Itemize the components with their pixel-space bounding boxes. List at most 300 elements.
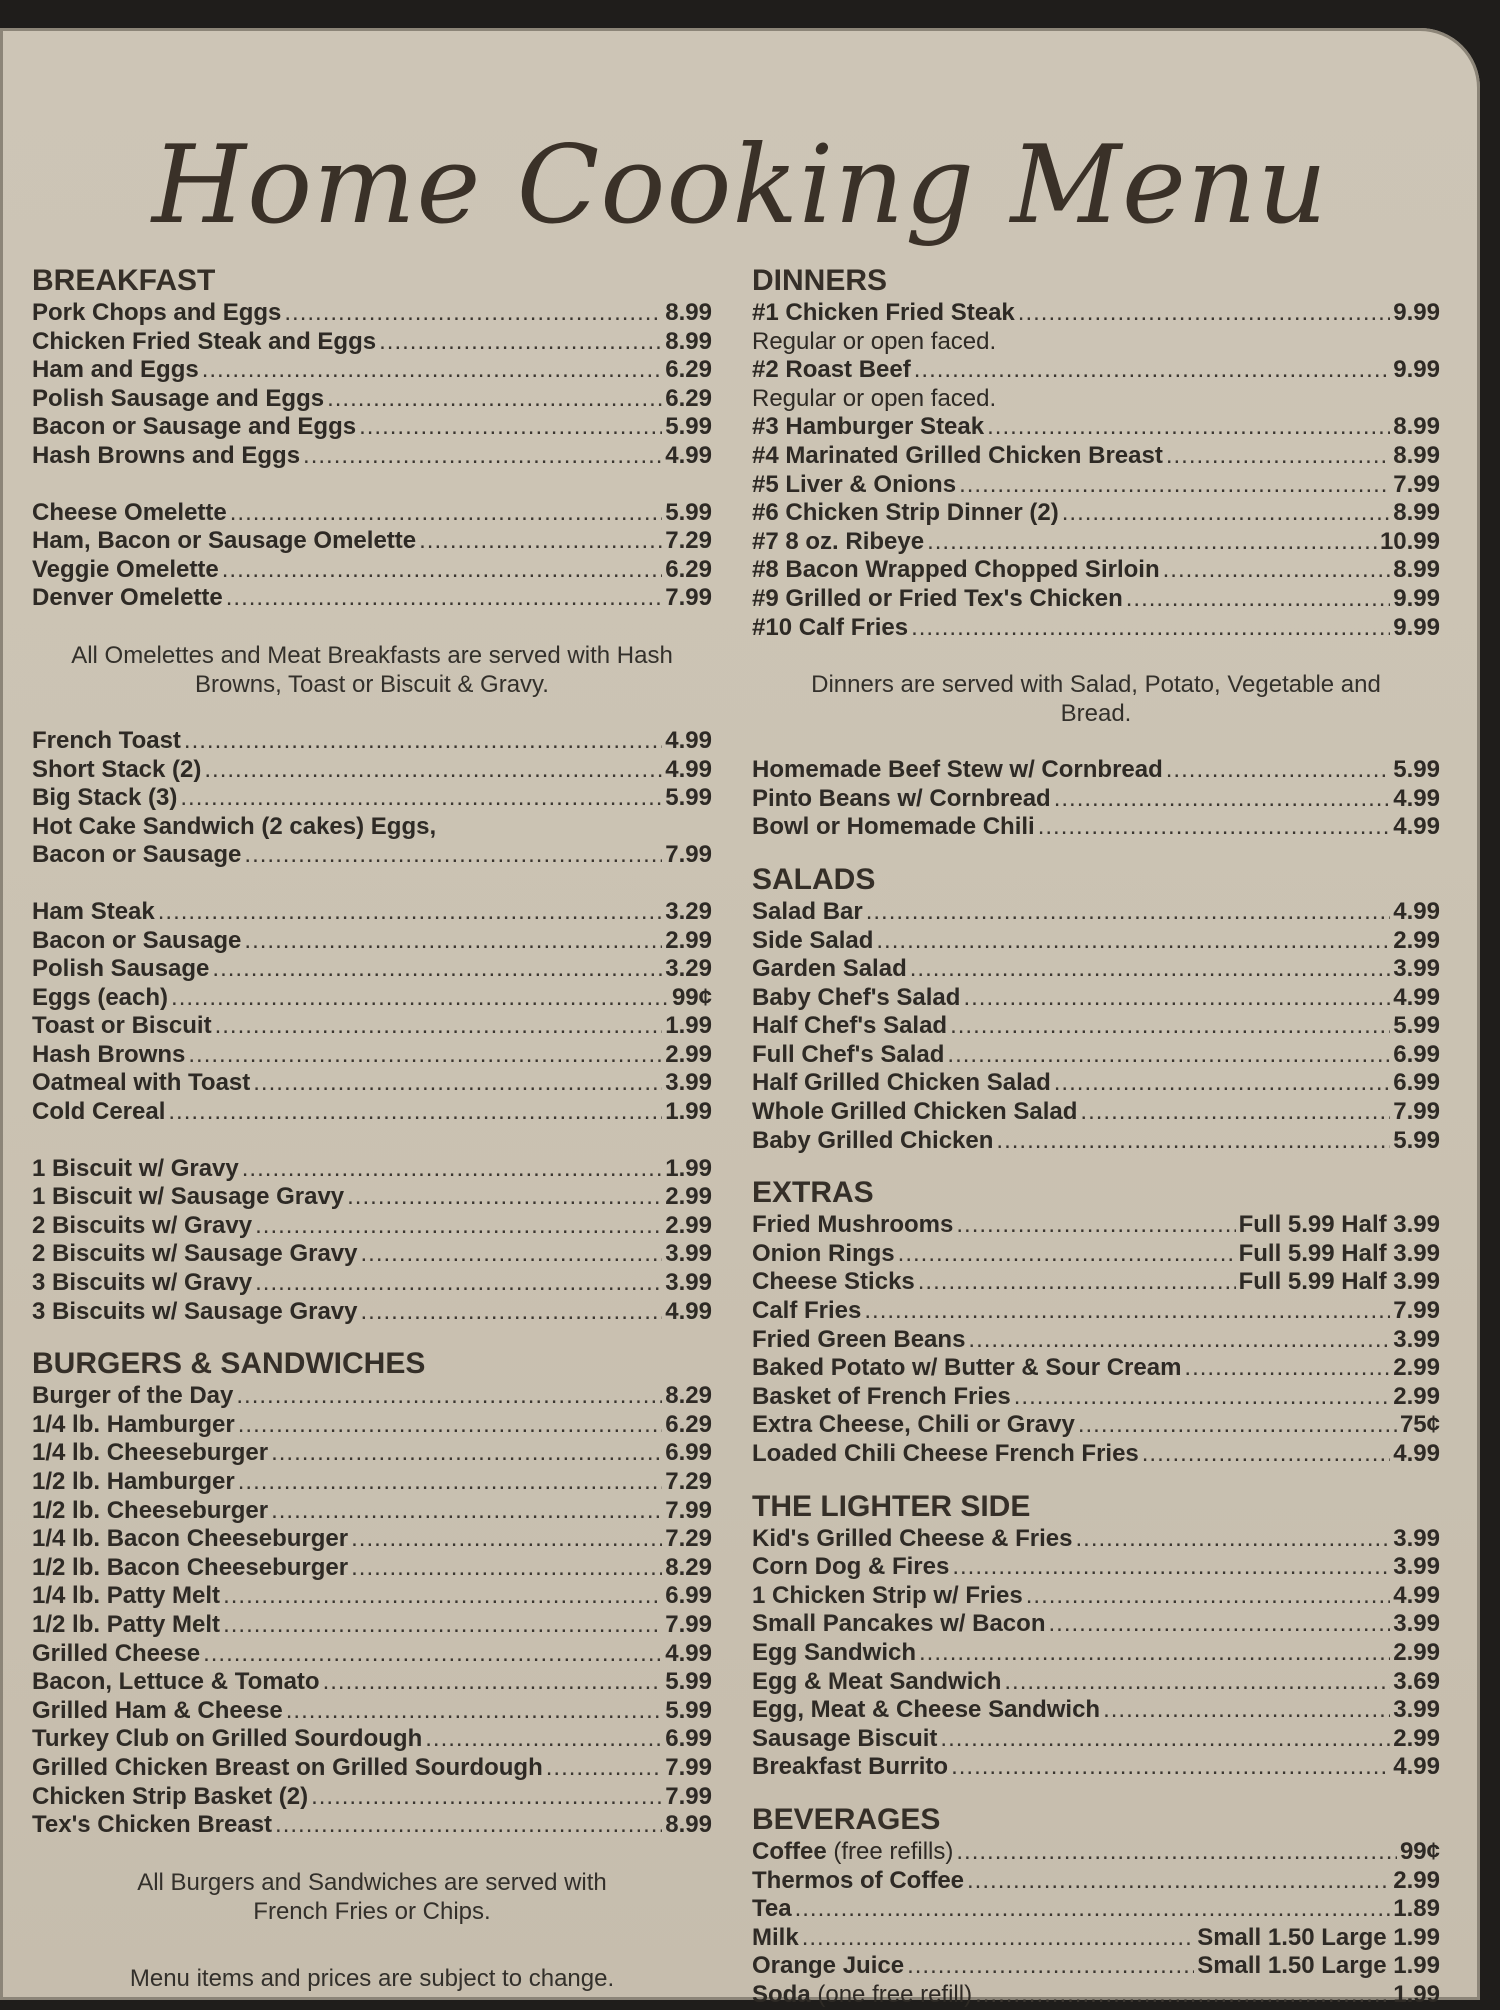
extras-list bbox=[752, 1211, 1440, 1468]
menu-item-name bbox=[32, 1725, 422, 1754]
menu-item-name-text: Tea bbox=[752, 1895, 792, 1923]
menu-item-name-text: Polish Sausage and Eggs bbox=[32, 384, 325, 412]
dot-leader bbox=[940, 1725, 1390, 1754]
dot-leader bbox=[795, 1895, 1391, 1924]
menu-item bbox=[32, 727, 712, 756]
menu-item-name bbox=[752, 1240, 895, 1269]
menu-item-name-text: 1/2 lb. Bacon Cheeseburger bbox=[32, 1553, 349, 1581]
menu-item-name-text: Baked Potato w/ Butter & Sour Cream bbox=[752, 1354, 1182, 1382]
menu-item-name-text: Cheese Omelette bbox=[32, 498, 227, 526]
dot-leader bbox=[919, 1639, 1390, 1668]
menu-item-name bbox=[752, 1725, 937, 1754]
menu-item bbox=[752, 442, 1440, 471]
burgers-note-line-2: French Fries or Chips. bbox=[253, 1897, 491, 1925]
menu-item-name bbox=[32, 1411, 235, 1440]
menu-item-name bbox=[32, 1754, 543, 1783]
menu-item-name bbox=[752, 299, 1015, 328]
menu-item-price: 8.99 bbox=[665, 327, 712, 355]
menu-item-name bbox=[752, 1297, 861, 1326]
dot-leader bbox=[987, 413, 1390, 442]
menu-item bbox=[32, 385, 712, 414]
menu-item-price: 3.99 bbox=[1393, 1325, 1440, 1353]
menu-item-name-text: Pinto Beans w/ Cornbread bbox=[752, 784, 1051, 812]
dot-leader bbox=[864, 1297, 1390, 1326]
dot-leader bbox=[203, 1640, 662, 1669]
dot-leader bbox=[222, 556, 663, 585]
menu-item bbox=[32, 955, 712, 984]
menu-item bbox=[752, 1041, 1440, 1070]
menu-item-name bbox=[752, 1838, 953, 1867]
dot-leader bbox=[171, 984, 669, 1013]
menu-item bbox=[32, 1554, 712, 1583]
menu-item-name bbox=[32, 1212, 252, 1241]
menu-item bbox=[752, 898, 1440, 927]
dot-leader bbox=[956, 1838, 1397, 1867]
menu-item bbox=[752, 785, 1440, 814]
menu-item-name: Hot Cake Sandwich (2 cakes) Eggs, bbox=[32, 812, 437, 840]
menu-item-price: 6.29 bbox=[665, 384, 712, 412]
dot-leader bbox=[184, 727, 662, 756]
menu-item-price: 5.99 bbox=[1393, 1012, 1440, 1040]
menu-item-price: 3.99 bbox=[1393, 1524, 1440, 1552]
menu-item-name-text: Kid's Grilled Cheese & Fries bbox=[752, 1524, 1073, 1552]
price-disclaimer: Menu items and prices are subject to change. bbox=[129, 1964, 615, 1992]
menu-item-price: 7.29 bbox=[665, 1468, 712, 1495]
menu-item-name-text: 2 Biscuits w/ Gravy bbox=[32, 1211, 253, 1239]
menu-item-name bbox=[752, 1326, 965, 1355]
menu-item-name-text: Veggie Omelette bbox=[32, 555, 219, 583]
extras-heading: EXTRAS bbox=[752, 1176, 874, 1210]
menu-item bbox=[32, 356, 712, 385]
menu-item-name-text: Ham Steak bbox=[32, 897, 155, 925]
menu-item-name bbox=[32, 413, 356, 442]
menu-item-price: 3.29 bbox=[665, 955, 712, 983]
menu-item-price: 6.99 bbox=[1393, 1040, 1440, 1068]
menu-item-name bbox=[752, 813, 1035, 842]
menu-item bbox=[752, 585, 1440, 614]
dot-leader bbox=[188, 1041, 662, 1070]
menu-item-name-text: #1 Chicken Fried Steak bbox=[752, 299, 1015, 326]
menu-item-price: 7.99 bbox=[665, 1782, 712, 1810]
menu-item-price: 3.99 bbox=[1393, 955, 1440, 983]
dot-leader bbox=[975, 1981, 1390, 2010]
dot-leader bbox=[204, 756, 662, 785]
dot-leader bbox=[1054, 1069, 1391, 1098]
menu-item bbox=[752, 1895, 1440, 1924]
menu-item-name-text: 1 Biscuit w/ Sausage Gravy bbox=[32, 1183, 345, 1211]
menu-item bbox=[32, 1155, 712, 1184]
dot-leader bbox=[1075, 1525, 1390, 1554]
menu-item bbox=[32, 1269, 712, 1298]
menu-item-price: 5.99 bbox=[1393, 1126, 1440, 1154]
breakfast-note-line-1: All Omelettes and Meat Breakfasts are served with Hash bbox=[71, 641, 673, 669]
menu-item-name bbox=[752, 1895, 792, 1924]
menu-item-name bbox=[32, 1783, 308, 1812]
dot-leader bbox=[1126, 585, 1391, 614]
menu-item-name bbox=[32, 1269, 252, 1298]
dot-leader bbox=[898, 1240, 1236, 1269]
dot-leader bbox=[226, 584, 663, 613]
menu-item bbox=[32, 328, 712, 357]
dot-leader bbox=[255, 1212, 662, 1241]
dot-leader bbox=[419, 527, 662, 556]
menu-item-price: 6.29 bbox=[665, 1410, 712, 1438]
menu-item bbox=[32, 1069, 712, 1098]
breakfast-note-line-2: Browns, Toast or Biscuit & Gravy. bbox=[195, 670, 549, 698]
menu-item-price: 8.99 bbox=[1393, 499, 1440, 527]
menu-item-price: 8.99 bbox=[1393, 556, 1440, 584]
menu-item-name bbox=[32, 1439, 268, 1468]
menu-item-name bbox=[752, 585, 1123, 614]
dot-leader bbox=[1103, 1696, 1390, 1725]
dot-leader bbox=[1054, 785, 1391, 814]
menu-item-name-text: Bowl or Homemade Chili bbox=[752, 813, 1035, 841]
menu-item-price: 75¢ bbox=[1399, 1411, 1440, 1439]
menu-item-price: 99¢ bbox=[1399, 1837, 1440, 1865]
menu-item-price: 5.99 bbox=[665, 498, 712, 526]
menu-item-name bbox=[32, 1240, 358, 1269]
dot-leader bbox=[956, 1211, 1235, 1240]
menu-item-price: 6.99 bbox=[665, 1439, 712, 1467]
menu-item bbox=[752, 1553, 1440, 1582]
dot-leader bbox=[351, 1554, 662, 1583]
dinners-heading: DINNERS bbox=[752, 264, 888, 297]
menu-item-name-text: Onion Rings bbox=[752, 1239, 895, 1267]
menu-item-name bbox=[32, 328, 376, 357]
burgers-served-note bbox=[32, 1868, 712, 1926]
menu-item-name bbox=[32, 955, 209, 984]
menu-item bbox=[752, 1383, 1440, 1412]
menu-item-name-text: Eggs (each) bbox=[32, 983, 169, 1011]
menu-item bbox=[32, 1525, 712, 1554]
menu-item-name-text: French Toast bbox=[32, 726, 181, 754]
breakfast-biscuits-list bbox=[32, 1155, 712, 1327]
menu-item-name-text: Grilled Cheese bbox=[32, 1639, 201, 1667]
menu-item-name bbox=[32, 1582, 220, 1611]
menu-item-name bbox=[32, 1640, 200, 1669]
menu-item-price: 2.99 bbox=[1393, 1724, 1440, 1752]
menu-item-price: 8.29 bbox=[665, 1382, 712, 1410]
menu-item-name bbox=[32, 442, 300, 471]
menu-item bbox=[752, 1696, 1440, 1725]
menu-item-name-text: 1/4 lb. Cheeseburger bbox=[32, 1439, 269, 1467]
dot-leader bbox=[1142, 1440, 1391, 1469]
menu-item-price: 9.99 bbox=[1393, 613, 1440, 641]
menu-item-name bbox=[32, 1183, 344, 1212]
menu-item-name-text: 1/4 lb. Hamburger bbox=[32, 1410, 235, 1438]
menu-item-name bbox=[752, 1867, 964, 1896]
dot-leader bbox=[236, 1382, 662, 1411]
menu-item-name-text: Baby Grilled Chicken bbox=[752, 1126, 994, 1154]
menu-item-price: 1.99 bbox=[665, 1154, 712, 1182]
menu-item-price: 7.99 bbox=[665, 584, 712, 612]
menu-item-name-text: Small Pancakes w/ Bacon bbox=[752, 1610, 1046, 1638]
menu-item-name-text: Half Chef's Salad bbox=[752, 1012, 948, 1040]
menu-item-price: 3.99 bbox=[665, 1240, 712, 1268]
menu-item-name bbox=[32, 1668, 320, 1697]
menu-item-name-text: Soda bbox=[752, 1980, 811, 2008]
menu-item-name-text: Side Salad bbox=[752, 926, 874, 954]
dot-leader bbox=[311, 1783, 662, 1812]
dinners-list bbox=[752, 299, 1440, 642]
menu-item-name bbox=[752, 1582, 1023, 1611]
menu-item bbox=[32, 1183, 712, 1212]
dot-leader bbox=[963, 984, 1390, 1013]
menu-item-price: 8.99 bbox=[665, 299, 712, 326]
menu-item-name-text: 1 Chicken Strip w/ Fries bbox=[752, 1581, 1023, 1609]
menu-item bbox=[752, 356, 1440, 385]
menu-item-name bbox=[32, 356, 199, 385]
dot-leader bbox=[546, 1754, 663, 1783]
menu-item bbox=[32, 1212, 712, 1241]
menu-item bbox=[32, 442, 712, 471]
menu-item-price: 7.29 bbox=[665, 527, 712, 555]
menu-item bbox=[752, 299, 1440, 328]
menu-item bbox=[32, 499, 712, 528]
menu-item-name-text: 1/2 lb. Cheeseburger bbox=[32, 1496, 269, 1524]
dinners-note-line-2: Bread. bbox=[1060, 700, 1132, 728]
menu-item-name-text: Baby Chef's Salad bbox=[752, 983, 961, 1011]
menu-item bbox=[752, 984, 1440, 1013]
menu-item bbox=[32, 1497, 712, 1526]
menu-item bbox=[32, 1697, 712, 1726]
menu-item-name bbox=[32, 584, 223, 613]
menu-item-price: 6.29 bbox=[665, 356, 712, 384]
menu-item-name bbox=[752, 1981, 972, 2010]
menu-item-name bbox=[752, 1440, 1139, 1469]
menu-item-note: (free refills) bbox=[833, 1837, 954, 1865]
dot-leader bbox=[223, 1611, 662, 1640]
menu-item-name-text: Cheese Sticks bbox=[752, 1268, 915, 1296]
menu-item-name-text: 1/4 lb. Bacon Cheeseburger bbox=[32, 1525, 349, 1553]
dot-leader bbox=[1163, 556, 1391, 585]
dot-leader bbox=[230, 499, 663, 528]
menu-item-price: 3.29 bbox=[665, 897, 712, 925]
menu-item bbox=[32, 299, 712, 328]
menu-item-name-text: Basket of French Fries bbox=[752, 1382, 1011, 1410]
menu-item-name-text: 1/2 lb. Patty Melt bbox=[32, 1610, 221, 1638]
menu-item-name bbox=[752, 1924, 799, 1953]
dot-leader bbox=[918, 1268, 1236, 1297]
menu-item-name-text: Egg & Meat Sandwich bbox=[752, 1667, 1002, 1695]
dot-leader bbox=[1080, 1098, 1390, 1127]
menu-item bbox=[752, 556, 1440, 585]
beverages-heading: BEVERAGES bbox=[752, 1802, 941, 1836]
menu-item-name-text: Loaded Chili Cheese French Fries bbox=[752, 1440, 1139, 1467]
menu-item-name-text: Half Grilled Chicken Salad bbox=[752, 1069, 1051, 1097]
menu-item bbox=[752, 1867, 1440, 1896]
menu-item-name: Bacon or Sausage bbox=[32, 841, 242, 869]
menu-item-name bbox=[752, 471, 956, 500]
dinners-note-line-1: Dinners are served with Salad, Potato, Vegetable and bbox=[811, 671, 1381, 699]
menu-item-price: 1.89 bbox=[1393, 1895, 1440, 1923]
menu-item-price: 3.99 bbox=[1393, 1553, 1440, 1581]
breakfast-served-note bbox=[32, 641, 712, 699]
menu-item-price: 7.99 bbox=[665, 1610, 712, 1638]
dot-leader bbox=[284, 299, 662, 328]
menu-item bbox=[752, 614, 1440, 643]
menu-item bbox=[752, 1440, 1440, 1469]
salads-list bbox=[752, 898, 1440, 1155]
menu-item-price: 1.99 bbox=[665, 1098, 712, 1126]
dot-leader bbox=[255, 1269, 662, 1298]
menu-item-name bbox=[752, 614, 908, 643]
dot-leader bbox=[379, 328, 662, 357]
menu-item bbox=[32, 527, 712, 556]
menu-item-name-text: #10 Calf Fries bbox=[752, 613, 909, 641]
breakfast-heading: BREAKFAST bbox=[32, 264, 216, 297]
menu-item bbox=[752, 1668, 1440, 1697]
menu-item bbox=[32, 1098, 712, 1127]
menu-item bbox=[32, 584, 712, 613]
menu-item-price: 9.99 bbox=[1393, 584, 1440, 612]
menu-item-name bbox=[752, 1041, 944, 1070]
menu-item bbox=[32, 784, 712, 813]
dinners-extras-list bbox=[752, 756, 1440, 842]
burgers-note-line-1: All Burgers and Sandwiches are served with bbox=[137, 1868, 607, 1896]
menu-item-name bbox=[32, 299, 281, 328]
menu-item-name bbox=[32, 727, 181, 756]
menu-item bbox=[752, 1297, 1440, 1326]
menu-item-name bbox=[32, 1382, 233, 1411]
menu-item-name-text: Hash Browns bbox=[32, 1040, 186, 1068]
menu-item-name bbox=[32, 1041, 185, 1070]
dinner-style-note: Regular or open faced. bbox=[752, 384, 997, 412]
menu-item-name-text: Salad Bar bbox=[752, 897, 863, 925]
dot-leader bbox=[947, 1041, 1390, 1070]
menu-item-price: 6.99 bbox=[1393, 1069, 1440, 1097]
menu-item-price: 1.99 bbox=[665, 1012, 712, 1040]
menu-item bbox=[32, 1582, 712, 1611]
menu-item-price: Full 5.99 Half 3.99 bbox=[1238, 1211, 1440, 1239]
dot-leader bbox=[347, 1183, 662, 1212]
menu-item-name bbox=[32, 1098, 165, 1127]
menu-item bbox=[32, 1240, 712, 1269]
dot-leader bbox=[1184, 1354, 1390, 1383]
menu-item bbox=[32, 1640, 712, 1669]
menu-item-price: 4.99 bbox=[665, 726, 712, 754]
menu-item bbox=[32, 898, 712, 927]
menu-item-price: 4.99 bbox=[665, 441, 712, 469]
menu-item-name-text: Hash Browns and Eggs bbox=[32, 441, 301, 469]
menu-item bbox=[32, 1468, 712, 1497]
menu-item-price: Full 5.99 Half 3.99 bbox=[1238, 1268, 1440, 1296]
dot-leader bbox=[212, 955, 662, 984]
menu-item-price: Small 1.50 Large 1.99 bbox=[1197, 1923, 1440, 1951]
menu-item bbox=[752, 1582, 1440, 1611]
menu-item-price: 4.99 bbox=[665, 755, 712, 783]
breakfast-omelettes-list bbox=[32, 499, 712, 613]
menu-item-name-text: #3 Hamburger Steak bbox=[752, 413, 985, 441]
menu-item-name-text: 1/2 lb. Hamburger bbox=[32, 1468, 235, 1495]
menu-item-name bbox=[752, 984, 960, 1013]
menu-item-name bbox=[32, 499, 227, 528]
menu-item-price: 2.99 bbox=[665, 1040, 712, 1068]
menu-item-name bbox=[752, 413, 984, 442]
menu-item-name bbox=[752, 499, 1059, 528]
dot-leader bbox=[223, 1582, 662, 1611]
menu-item-price: 7.99 bbox=[665, 841, 712, 869]
menu-item-name bbox=[752, 442, 1163, 471]
menu-item-price: 3.99 bbox=[1393, 1696, 1440, 1724]
menu-item bbox=[752, 1240, 1440, 1269]
menu-item-name bbox=[752, 1639, 916, 1668]
menu-sheet bbox=[0, 28, 1480, 2008]
menu-item bbox=[752, 1725, 1440, 1754]
menu-item-name-text: Breakfast Burrito bbox=[752, 1753, 949, 1781]
menu-item-price: 5.99 bbox=[665, 1668, 712, 1696]
menu-item-name-text: Bacon or Sausage bbox=[32, 926, 242, 954]
menu-item bbox=[32, 413, 712, 442]
dot-leader bbox=[253, 1069, 662, 1098]
menu-item-price: 4.99 bbox=[1393, 784, 1440, 812]
burgers-list bbox=[32, 1382, 712, 1840]
dot-leader bbox=[1004, 1668, 1390, 1697]
menu-item bbox=[32, 1754, 712, 1783]
menu-item bbox=[32, 1725, 712, 1754]
menu-item bbox=[32, 1012, 712, 1041]
menu-item-price: 2.99 bbox=[1393, 1382, 1440, 1410]
menu-item-name-text: Milk bbox=[752, 1923, 799, 1951]
menu-item bbox=[752, 1326, 1440, 1355]
menu-item-name bbox=[32, 556, 219, 585]
menu-item bbox=[752, 1354, 1440, 1383]
menu-item-name bbox=[32, 1155, 239, 1184]
menu-item-hot-cake-line-1 bbox=[32, 813, 712, 842]
dot-leader bbox=[327, 385, 662, 414]
dot-leader bbox=[275, 1811, 662, 1840]
menu-item-name-text: 2 Biscuits w/ Sausage Gravy bbox=[32, 1240, 358, 1268]
menu-item-name bbox=[752, 1668, 1001, 1697]
menu-item bbox=[752, 756, 1440, 785]
menu-item-name bbox=[32, 984, 168, 1013]
menu-item bbox=[752, 1211, 1440, 1240]
dot-leader bbox=[914, 356, 1391, 385]
menu-item-name bbox=[752, 1525, 1072, 1554]
menu-item-name bbox=[752, 1012, 947, 1041]
menu-item bbox=[32, 1783, 712, 1812]
lighter-side-list bbox=[752, 1525, 1440, 1782]
menu-item-name bbox=[32, 1697, 283, 1726]
menu-item-name-text: #6 Chicken Strip Dinner (2) bbox=[752, 499, 1059, 527]
menu-item-price: 6.29 bbox=[665, 555, 712, 583]
menu-item-name bbox=[752, 1127, 993, 1156]
menu-item-name-text: Grilled Chicken Breast on Grilled Sourdough bbox=[32, 1753, 543, 1781]
menu-item bbox=[752, 955, 1440, 984]
dot-leader bbox=[910, 955, 1391, 984]
dot-leader bbox=[271, 1497, 662, 1526]
menu-item-name-text: Coffee bbox=[752, 1837, 827, 1865]
menu-item-name bbox=[32, 1069, 250, 1098]
menu-item bbox=[32, 1668, 712, 1697]
menu-item-price: 99¢ bbox=[671, 983, 712, 1011]
menu-item bbox=[32, 1811, 712, 1840]
menu-item-name bbox=[32, 1497, 268, 1526]
menu-item-name-text: Polish Sausage bbox=[32, 955, 210, 983]
dot-leader bbox=[425, 1725, 662, 1754]
menu-item-name-text: Full Chef's Salad bbox=[752, 1040, 945, 1068]
dot-leader bbox=[959, 471, 1390, 500]
menu-item bbox=[752, 1952, 1440, 1981]
menu-item bbox=[752, 1924, 1440, 1953]
menu-item-name-text: Pork Chops and Eggs bbox=[32, 299, 282, 326]
menu-item bbox=[752, 1610, 1440, 1639]
dot-leader bbox=[244, 927, 662, 956]
dinners-served-note bbox=[752, 670, 1440, 728]
dot-leader bbox=[950, 1012, 1390, 1041]
menu-item-name-text: #9 Grilled or Fried Tex's Chicken bbox=[752, 584, 1123, 612]
menu-item-name bbox=[752, 1610, 1045, 1639]
